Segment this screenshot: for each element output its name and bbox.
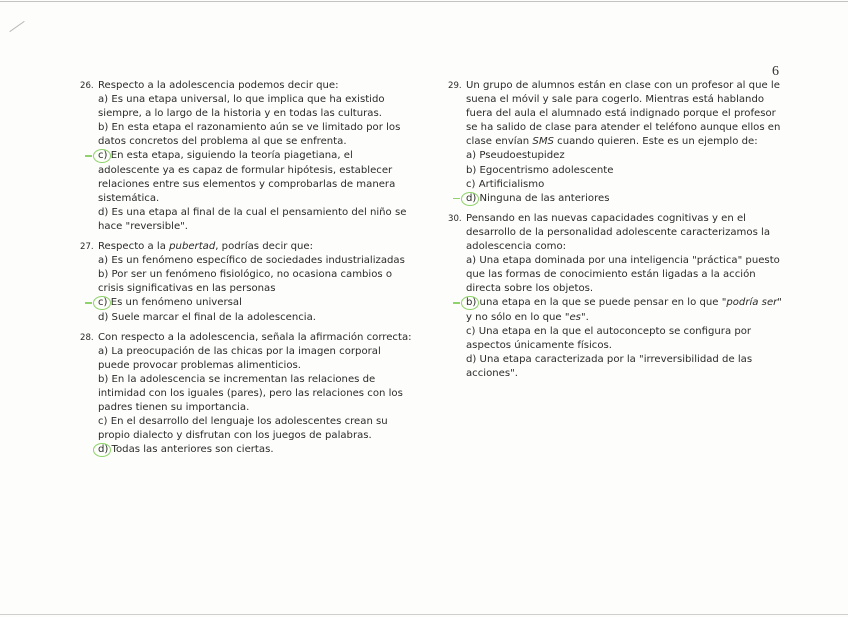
option-text: a) Es un fenómeno específico de sociedades industrializadas: [98, 255, 405, 267]
option-b: [466, 296, 783, 324]
answer-tick-mark: [85, 155, 92, 156]
option-c: [466, 178, 783, 192]
option-a: [98, 93, 415, 121]
option-b: [98, 373, 415, 415]
page-number: 6: [772, 64, 779, 79]
question-30: [448, 212, 783, 381]
question-26: [80, 79, 415, 234]
option-d: [466, 353, 783, 381]
option-text: d) Todas las anteriores son ciertas.: [98, 444, 274, 456]
question-number: 29.: [448, 81, 462, 91]
question-stem: Pensando en las nuevas capacidades cognitivas y en el desarrollo de la personalidad adolescente caracterizamos la adolescencia como:: [466, 212, 771, 253]
option-text: c) Una etapa en la que el autoconcepto se configura por aspectos únicamente físicos.: [466, 325, 752, 351]
option-text: d) Ninguna de las anteriores: [466, 192, 610, 204]
option-text: y no sólo en lo que: [466, 311, 565, 323]
option-a: [98, 345, 415, 373]
option-a: [466, 254, 783, 296]
option-text: d) Es una etapa al final de la cual el pensamiento del niño se hace "reversible".: [98, 206, 407, 232]
option-b: [466, 164, 783, 178]
option-b: [98, 268, 415, 296]
question-27: [80, 240, 415, 325]
stem-italic-text: SMS: [532, 136, 554, 148]
option-italic-text: "es": [564, 311, 586, 323]
option-d: [98, 206, 415, 234]
scan-border-line: [0, 1, 848, 2]
question-29: [448, 79, 783, 206]
option-a: [466, 149, 783, 163]
option-text: b) Egocentrismo adolescente: [466, 164, 614, 176]
option-b: [98, 121, 415, 149]
option-text: b) Por ser un fenómeno fisiológico, no ocasiona cambios o crisis significativas en las personas: [98, 269, 393, 295]
option-c: [98, 149, 415, 205]
stem-text: cuando quieren. Este es un ejemplo de:: [553, 136, 758, 148]
option-c: [466, 325, 783, 353]
option-text: a) Es una etapa universal, lo que implica que ha existido siempre, a lo largo de la historia y en todas las culturas.: [98, 94, 385, 120]
question-stem: [98, 240, 415, 254]
option-text: b) En esta etapa el razonamiento aún se ve limitado por los datos concretos del problema al que se enfrenta.: [98, 122, 401, 148]
option-text: c) Es un fenómeno universal: [98, 297, 242, 309]
option-text: c) Artificialismo: [466, 178, 545, 190]
question-number: 27.: [80, 242, 94, 253]
option-text: b) una etapa en la que se puede pensar en lo que: [466, 297, 722, 309]
option-text: a) Pseudoestupidez: [466, 150, 565, 162]
option-text: d) Una etapa caracterizada por la "irreversibilidad de las acciones".: [466, 353, 753, 379]
stem-text: , podrías decir que:: [215, 241, 314, 253]
stem-text: Un grupo de alumnos están en clase con un profesor al que le suena el móvil y sale para cogerlo. Mientras está hablando fuera del aula el alumnado está indignado porque el profesor se ha salido de clase para atender el teléfono aunque ellos en clase envían: [466, 80, 781, 148]
left-column: [80, 79, 415, 463]
option-d: [466, 192, 783, 206]
option-italic-text: "podría ser": [721, 297, 782, 309]
option-text: a) La preocupación de las chicas por la imagen corporal puede provocar problemas alimenticios.: [98, 345, 381, 371]
stem-italic-text: pubertad: [169, 241, 216, 253]
right-column: [448, 79, 783, 387]
answer-tick-mark: [453, 302, 460, 303]
option-a: [98, 254, 415, 268]
question-stem: [466, 79, 783, 149]
option-text: a) Una etapa dominada por una inteligencia "práctica" puesto que las formas de conocimiento están ligadas a la acción directa sobre los objetos.: [466, 255, 780, 295]
stem-text: Respecto a la: [98, 241, 170, 253]
question-number: 26.: [80, 81, 94, 91]
answer-circle-mark: [461, 192, 479, 206]
option-text: b) En la adolescencia se incrementan las relaciones de intimidad con los iguales (pares), pero las relaciones con los padres tienen su importancia.: [98, 373, 403, 414]
option-d: [98, 443, 415, 457]
question-number: 30.: [448, 213, 462, 224]
option-text: .: [585, 311, 589, 323]
question-number: 28.: [80, 332, 94, 343]
option-text: d) Suele marcar el final de la adolescencia.: [98, 311, 316, 323]
answer-tick-mark: [85, 302, 92, 303]
question-stem: Con respecto a la adolescencia, señala la afirmación correcta:: [98, 331, 412, 343]
answer-tick-mark: [453, 198, 460, 199]
option-c: [98, 415, 415, 443]
option-d: [98, 311, 415, 325]
question-28: [80, 331, 415, 458]
scan-bottom-line: [0, 614, 848, 615]
option-text: c) En esta etapa, siguiendo la teoría piagetiana, el adolescente ya es capaz de formular hipótesis, establecer relaciones entre sus elementos y comprobarlas de manera sistemática.: [98, 150, 396, 204]
option-c: [98, 296, 415, 310]
question-stem: Respecto a la adolescencia podemos decir que:: [98, 80, 339, 91]
scan-pen-stroke: [9, 21, 24, 32]
option-text: c) En el desarrollo del lenguaje los adolescentes crean su propio dialecto y disfrutan con los juegos de palabras.: [98, 416, 388, 442]
